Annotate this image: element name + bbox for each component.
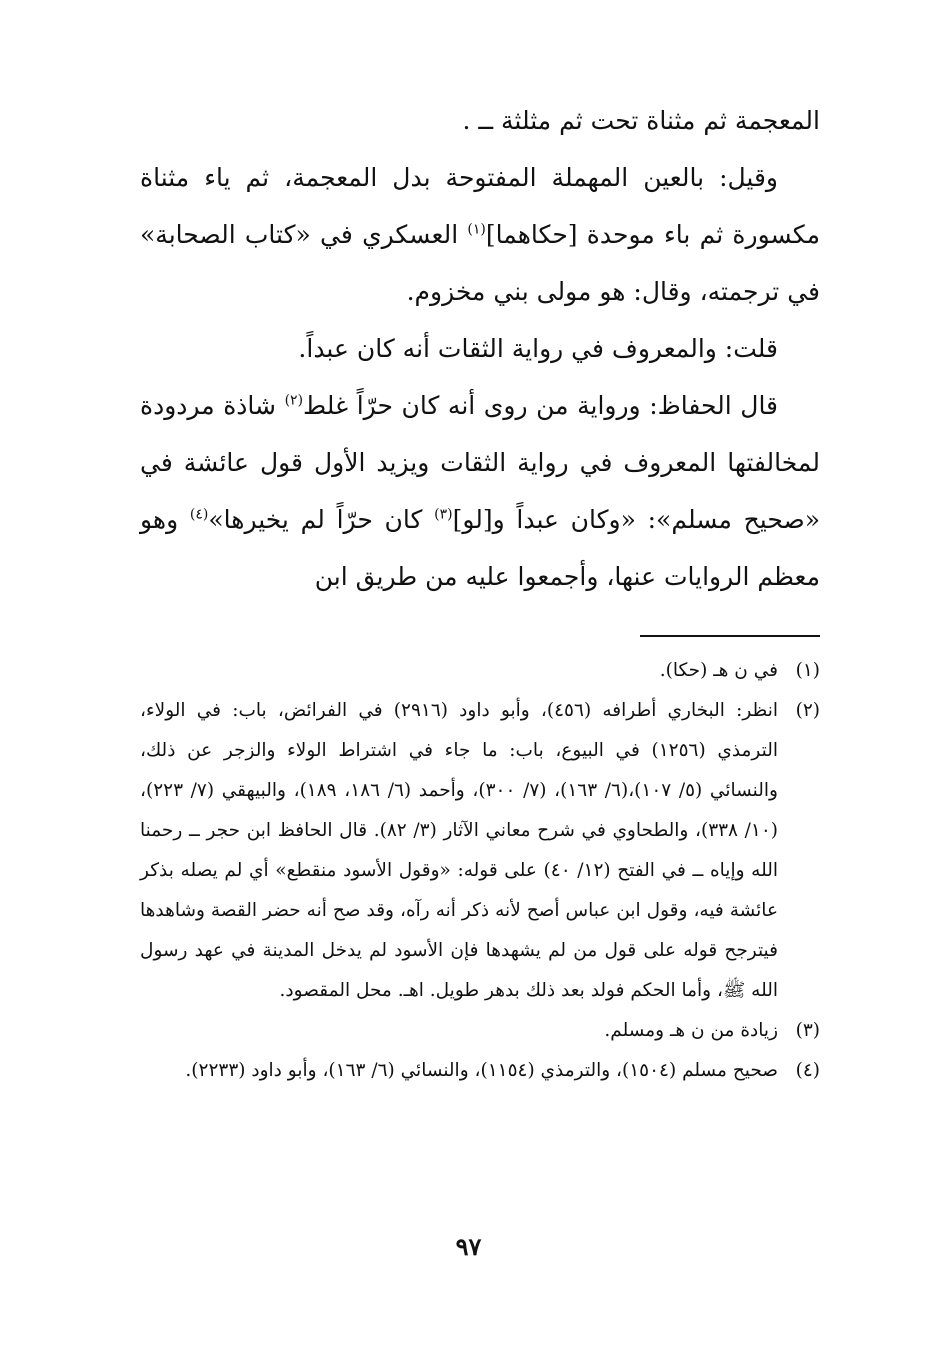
text-span: وقيل: بالعين المهملة المفتوحة بدل المعجمة، ثم ياء مثناة مكسورة ثم باء موحدة [حكاهما] xyxy=(140,163,821,249)
text-span: وهو معظم الروايات عنها، وأجمعوا عليه من طريق ابن xyxy=(140,505,820,591)
text-span: قال الحفاظ: ورواية من روى أنه كان حرّاً غلط xyxy=(303,391,779,420)
page-number: ٩٧ xyxy=(455,1232,482,1261)
footnote-ref-4[interactable]: (٤) xyxy=(189,506,209,523)
footnote-ref-2[interactable]: (٢) xyxy=(284,392,304,409)
footnotes xyxy=(140,651,820,1091)
footnote-ref-3[interactable]: (٣) xyxy=(434,506,453,523)
footnote-number: (٤) xyxy=(795,1060,820,1081)
paragraph-4 xyxy=(140,377,820,605)
text-span: العسكري في «كتاب الصحابة» في ترجمته، وقال: هو مولى بني مخزوم. xyxy=(140,220,820,306)
footnote-text: زيادة من ن هـ ومسلم. xyxy=(604,1020,778,1041)
footnote-number: (٣) xyxy=(795,1020,820,1041)
footnote-ref-1[interactable]: (١) xyxy=(467,221,486,238)
paragraph-2 xyxy=(140,149,820,320)
footnote-text: في ن هـ (حكا). xyxy=(659,660,778,681)
footnote-3 xyxy=(140,1011,820,1051)
footnote-2 xyxy=(140,691,820,1011)
footnote-4 xyxy=(140,1051,820,1091)
footnote-number: (٢) xyxy=(795,700,820,721)
footnote-divider xyxy=(640,635,820,637)
footnote-1 xyxy=(140,651,820,691)
text-span: شاذة مردودة لمخالفتها المعروف في رواية الثقات ويزيد الأول قول عائشة في «صحيح مسلم»: «وكان عبداً و[لو] xyxy=(140,391,820,534)
paragraph-3: قلت: والمعروف في رواية الثقات أنه كان عبداً. xyxy=(298,334,778,363)
paragraph-1: المعجمة ثم مثناة تحت ثم مثلثة ــ . xyxy=(462,106,820,135)
page-content xyxy=(140,92,820,1091)
text-span: كان حرّاً لم يخيرها» xyxy=(208,505,435,534)
main-text xyxy=(140,92,820,605)
footnote-text: صحيح مسلم (١٥٠٤)، والترمذي (١١٥٤)، والنسائي (٦/ ١٦٣)، وأبو داود (٢٢٣٣). xyxy=(185,1060,778,1081)
footnote-text: انظر: البخاري أطرافه (٤٥٦)، وأبو داود (٢٩١٦) في الفرائض، باب: في الولاء، الترمذي (١٢٥٦) في البيوع، باب: ما جاء في اشتراط الولاء والزجر عن ذلك، والنسائي (٥/ ١٠٧)،(٦/ ١٦٣)، (٧/ ٣٠٠)، وأحمد (٦/ ١٨٦، ١٨٩)، والبيهقي (٧/ ٢٢٣)، (١٠/ ٣٣٨)، والطحاوي في شرح معاني الآثار (٣/ ٨٢). قال الحافظ ابن حجر ــ رحمنا الله وإياه ــ في الفتح (١٢/ ٤٠) على قوله: «وقول الأسود منقطع» أي لم يصله بذكر عائشة فيه، وقول ابن عباس أصح لأنه ذكر أنه رآه، وقد صح أنه حضر القصة وشاهدها فيترجح قوله على قول من لم يشهدها فإن الأسود لم يدخل المدينة في عهد رسول الله ﷺ، وأما الحكم فولد بعد ذلك بدهر طويل. اهـ. محل المقصود. xyxy=(140,700,779,1001)
footnote-number: (١) xyxy=(795,660,820,681)
